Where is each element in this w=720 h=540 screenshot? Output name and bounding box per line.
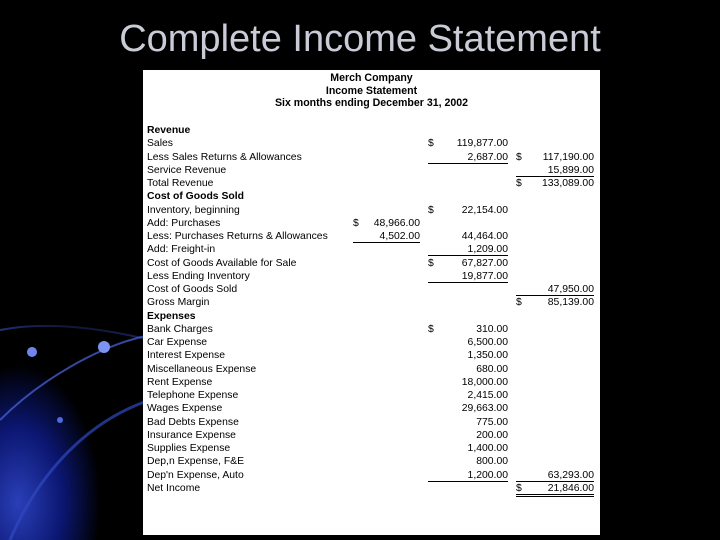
line-item-row — [143, 137, 600, 150]
amount-cell — [353, 230, 420, 243]
amount-cell — [516, 296, 594, 309]
amount-cell — [428, 323, 508, 336]
line-item-label: Service Revenue — [147, 164, 227, 176]
amount-cell — [516, 164, 594, 177]
line-item-label: Gross Margin — [147, 297, 210, 309]
amount-cell — [428, 270, 508, 283]
amount-cell — [428, 455, 508, 468]
amount-value: 18,000.00 — [461, 376, 508, 388]
currency-symbol: $ — [428, 204, 434, 216]
line-item-row — [143, 204, 600, 217]
line-item-row — [143, 482, 600, 495]
amount-cell — [428, 363, 508, 376]
amount-cell — [428, 243, 508, 256]
line-item-label: Revenue — [147, 125, 191, 136]
line-item-label: Less Sales Returns & Allowances — [147, 151, 302, 163]
amount-value: 119,877.00 — [456, 138, 508, 150]
amount-value: 680.00 — [476, 363, 508, 375]
line-item-label: Expenses — [147, 310, 196, 322]
line-item-label: Interest Expense — [147, 350, 225, 362]
line-item-row — [143, 442, 600, 455]
line-item-row — [143, 469, 600, 482]
amount-cell — [428, 402, 508, 415]
amount-cell — [428, 230, 508, 243]
amount-value: 48,966.00 — [373, 217, 420, 229]
amount-cell — [516, 469, 594, 482]
line-item-label: Total Revenue — [147, 178, 214, 189]
amount-value: 2,687.00 — [467, 151, 508, 163]
line-item-label: Less: Purchases Returns & Allowances — [147, 231, 328, 242]
amount-cell — [428, 416, 508, 429]
line-item-label: Net Income — [147, 482, 201, 494]
amount-cell — [428, 469, 508, 482]
amount-value: 15,899.00 — [547, 164, 594, 176]
line-item-label: Cost of Goods Available for Sale — [147, 257, 297, 269]
amount-value: 44,464.00 — [461, 231, 508, 242]
line-item-row — [143, 416, 600, 429]
amount-value: 1,400.00 — [467, 443, 508, 454]
line-item-label: Insurance Expense — [147, 429, 236, 441]
line-item-label: Rent Expense — [147, 376, 213, 388]
amount-value: 200.00 — [476, 429, 508, 441]
amount-cell — [516, 151, 594, 164]
amount-cell — [428, 349, 508, 362]
amount-cell — [428, 204, 508, 217]
currency-symbol: $ — [353, 217, 359, 229]
line-item-row — [143, 296, 600, 309]
line-item-row — [143, 429, 600, 442]
amount-value: 310.00 — [476, 323, 508, 335]
line-item-row — [143, 402, 600, 415]
currency-symbol: $ — [516, 178, 522, 189]
amount-value: 22,154.00 — [461, 204, 508, 216]
amount-value: 85,139.00 — [547, 297, 594, 309]
currency-symbol: $ — [516, 151, 522, 163]
amount-cell — [428, 151, 508, 164]
section-heading-row — [143, 190, 600, 203]
amount-cell — [516, 283, 594, 296]
line-item-label: Less Ending Inventory — [147, 270, 250, 282]
line-item-row — [143, 389, 600, 402]
amount-cell — [353, 217, 420, 230]
line-item-row — [143, 349, 600, 362]
amount-value: 1,200.00 — [467, 469, 508, 481]
amount-value: 21,846.00 — [547, 482, 594, 494]
line-item-row — [143, 151, 600, 164]
statement-rows — [143, 124, 600, 495]
amount-value: 67,827.00 — [461, 257, 508, 269]
amount-cell — [428, 257, 508, 270]
amount-value: 800.00 — [476, 456, 508, 468]
line-item-label: Car Expense — [147, 337, 208, 348]
line-item-label: Supplies Expense — [147, 443, 231, 454]
line-item-row — [143, 177, 600, 190]
amount-cell — [428, 137, 508, 150]
amount-value: 1,209.00 — [467, 244, 508, 256]
currency-symbol: $ — [516, 297, 522, 309]
amount-cell — [516, 177, 594, 190]
line-item-row — [143, 376, 600, 389]
amount-value: 133,089.00 — [541, 178, 594, 189]
amount-value: 29,663.00 — [461, 403, 508, 415]
line-item-row — [143, 257, 600, 270]
line-item-label: Miscellaneous Expense — [147, 363, 257, 375]
line-item-row — [143, 270, 600, 283]
line-item-label: Dep'n Expense, Auto — [147, 469, 244, 481]
amount-value: 775.00 — [476, 416, 508, 428]
line-item-label: Wages Expense — [147, 403, 223, 415]
amount-cell — [428, 376, 508, 389]
statement-period: Six months ending December 31, 2002 — [274, 97, 469, 109]
currency-symbol: $ — [428, 257, 434, 269]
amount-cell — [428, 442, 508, 455]
currency-symbol: $ — [516, 482, 522, 494]
statement-header — [143, 70, 600, 110]
line-item-label: Inventory, beginning — [147, 204, 240, 216]
income-statement-document — [143, 70, 600, 535]
statement-name: Income Statement — [325, 84, 418, 97]
amount-value: 19,877.00 — [461, 270, 508, 282]
amount-cell — [428, 336, 508, 349]
currency-symbol: $ — [428, 323, 434, 335]
line-item-label: Sales — [147, 138, 173, 150]
amount-value: 1,350.00 — [467, 350, 508, 362]
line-item-label: Cost of Goods Sold — [147, 191, 244, 203]
line-item-row — [143, 283, 600, 296]
line-item-label: Bad Debts Expense — [147, 416, 239, 428]
amount-value: 4,502.00 — [379, 231, 420, 242]
line-item-row — [143, 230, 600, 243]
line-item-label: Dep,n Expense, F&E — [147, 456, 245, 468]
amount-cell — [428, 429, 508, 442]
amount-value: 63,293.00 — [547, 469, 594, 481]
amount-value: 117,190.00 — [542, 151, 594, 163]
line-item-row — [143, 217, 600, 230]
amount-value: 47,950.00 — [547, 284, 594, 295]
line-item-label: Cost of Goods Sold — [147, 284, 238, 295]
line-item-row — [143, 336, 600, 349]
slide-title: Complete Income Statement — [119, 18, 601, 60]
amount-cell — [516, 482, 594, 497]
amount-value: 6,500.00 — [467, 337, 508, 348]
amount-value: 2,415.00 — [467, 390, 508, 401]
line-item-row — [143, 164, 600, 177]
line-item-label: Add: Freight-in — [147, 244, 216, 256]
line-item-row — [143, 243, 600, 256]
line-item-row — [143, 323, 600, 336]
company-name: Merch Company — [330, 72, 413, 84]
line-item-label: Bank Charges — [147, 323, 213, 335]
line-item-row — [143, 455, 600, 468]
line-item-label: Telephone Expense — [147, 390, 239, 401]
line-item-label: Add: Purchases — [147, 217, 221, 229]
amount-cell — [428, 389, 508, 402]
section-heading-row — [143, 124, 600, 137]
section-heading-row — [143, 310, 600, 323]
line-item-row — [143, 363, 600, 376]
currency-symbol: $ — [428, 138, 434, 150]
